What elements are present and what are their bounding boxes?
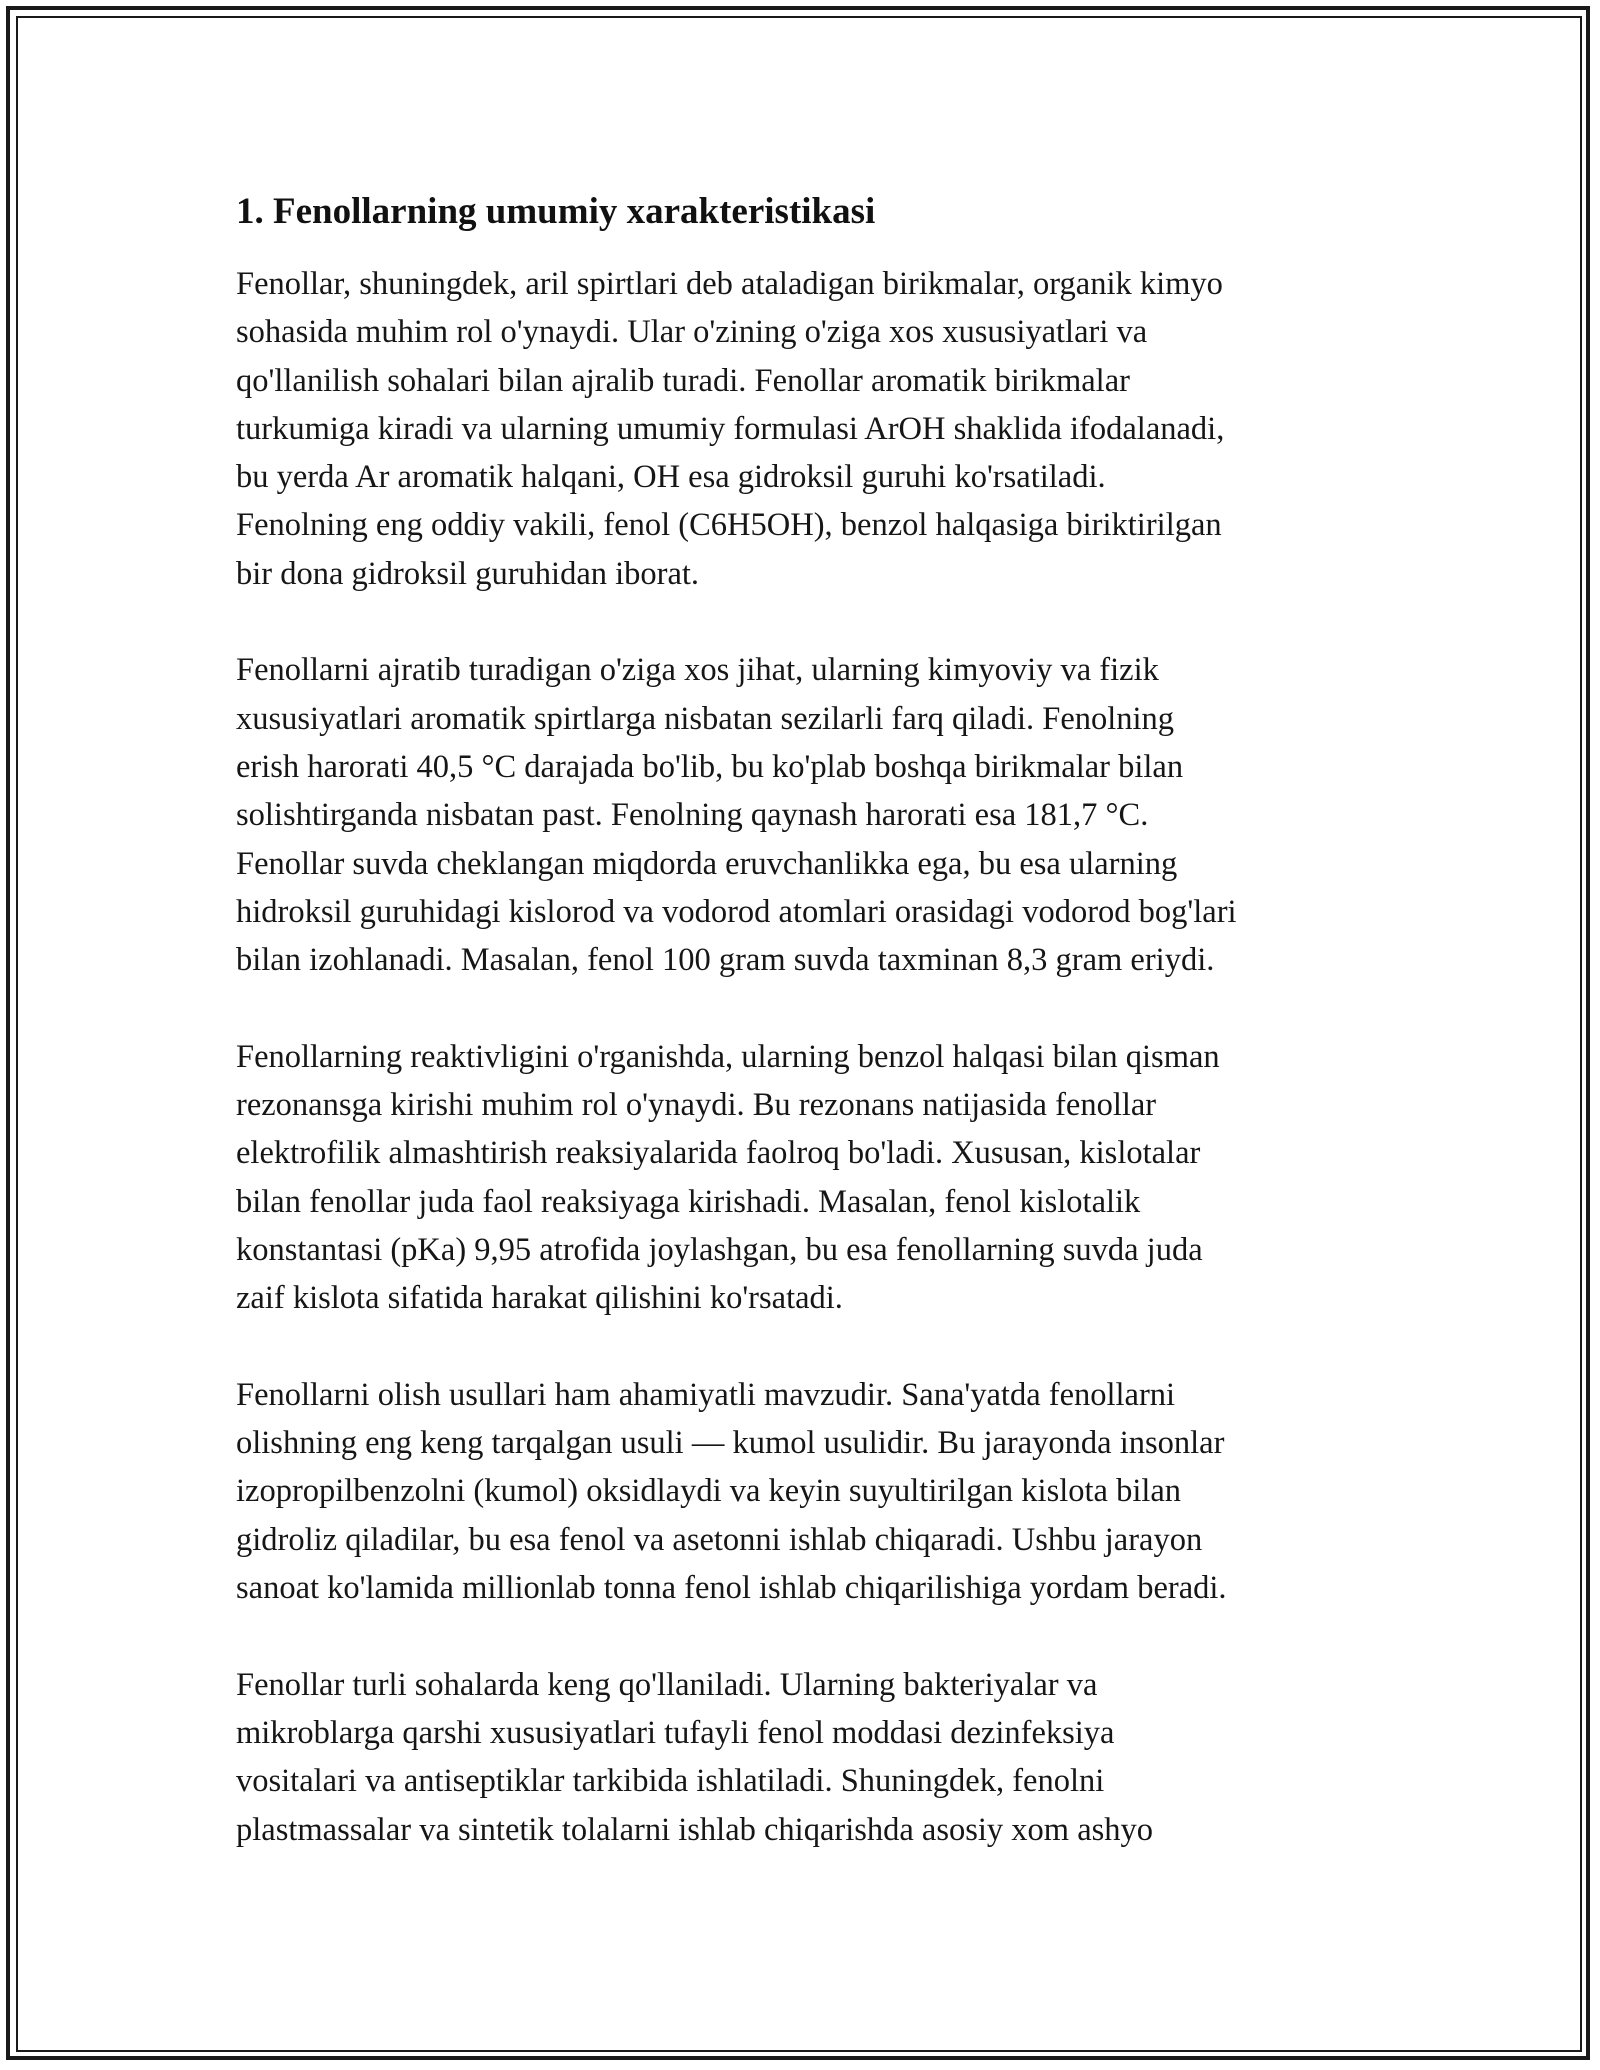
section-heading: 1. Fenollarning umumiy xarakteristikasi <box>236 191 876 232</box>
paragraph-intro: Fenollar, shuningdek, aril spirtlari deb ataladigan birikmalar, organik kimyo sohasida muhim rol o'ynaydi. Ular o'zining o'ziga xos xususiyatlari va qo'llanilish sohalari bilan ajralib turadi. Fenollar aromatik birikmalar turkumiga kiradi va ularning umumiy formulasi ArOH shaklida ifodalanadi, bu yerda Ar aromatik halqani, OH esa gidroksil guruhi ko'rsatiladi. Fenolning eng oddiy vakili, fenol (C6H5OH), benzol halqasiga biriktirilgan bir dona gidroksil guruhidan iborat. <box>236 266 1225 592</box>
document-body <box>236 186 1376 1902</box>
paragraph-production-methods: Fenollarni olish usullari ham ahamiyatli mavzudir. Sana'yatda fenollarni olishning eng keng tarqalgan usuli — kumol usulidir. Bu jarayonda insonlar izopropilbenzolni (kumol) oksidlaydi va keyin suyultirilgan kislota bilan gidroliz qiladilar, bu esa fenol va asetonni ishlab chiqaradi. Ushbu jarayon sanoat ko'lamida millionlab tonna fenol ishlab chiqarilishiga yordam beradi. <box>236 1376 1227 1607</box>
paragraph-physical-properties: Fenollarni ajratib turadigan o'ziga xos jihat, ularning kimyoviy va fizik xususiyatlari aromatik spirtlarga nisbatan sezilarli farq qiladi. Fenolning erish harorati 40,5 °C darajada bo'lib, bu ko'plab boshqa birikmalar bilan solishtirganda nisbatan past. Fenolning qaynash harorati esa 181,7 °C. Fenollar suvda cheklangan miqdorda eruvchanlikka ega, bu esa ularning hidroksil guruhidagi kislorod va vodorod atomlari orasidagi vodorod bog'lari bilan izohlanadi. Masalan, fenol 100 gram suvda taxminan 8,3 gram eriydi. <box>236 652 1237 979</box>
paragraph-applications: Fenollar turli sohalarda keng qo'llaniladi. Ularning bakteriyalar va mikroblarga qarshi xususiyatlari tufayli fenol moddasi dezinfeksiya vositalari va antiseptiklar tarkibida ishlatiladi. Shuningdek, fenolni plastmassalar va sintetik tolalarni ishlab chiqarishda asosiy xom ashyo <box>236 1666 1154 1848</box>
paragraph-reactivity: Fenollarning reaktivligini o'rganishda, ularning benzol halqasi bilan qisman rezonansga kirishi muhim rol o'ynaydi. Bu rezonans natijasida fenollar elektrofilik almashtirish reaksiyalarida faolroq bo'ladi. Xususan, kislotalar bilan fenollar juda faol reaksiyaga kirishadi. Masalan, fenol kislotalik konstantasi (pKa) 9,95 atrofida joylashgan, bu esa fenollarning suvda juda zaif kislota sifatida harakat qilishini ko'rsatadi. <box>236 1038 1220 1317</box>
